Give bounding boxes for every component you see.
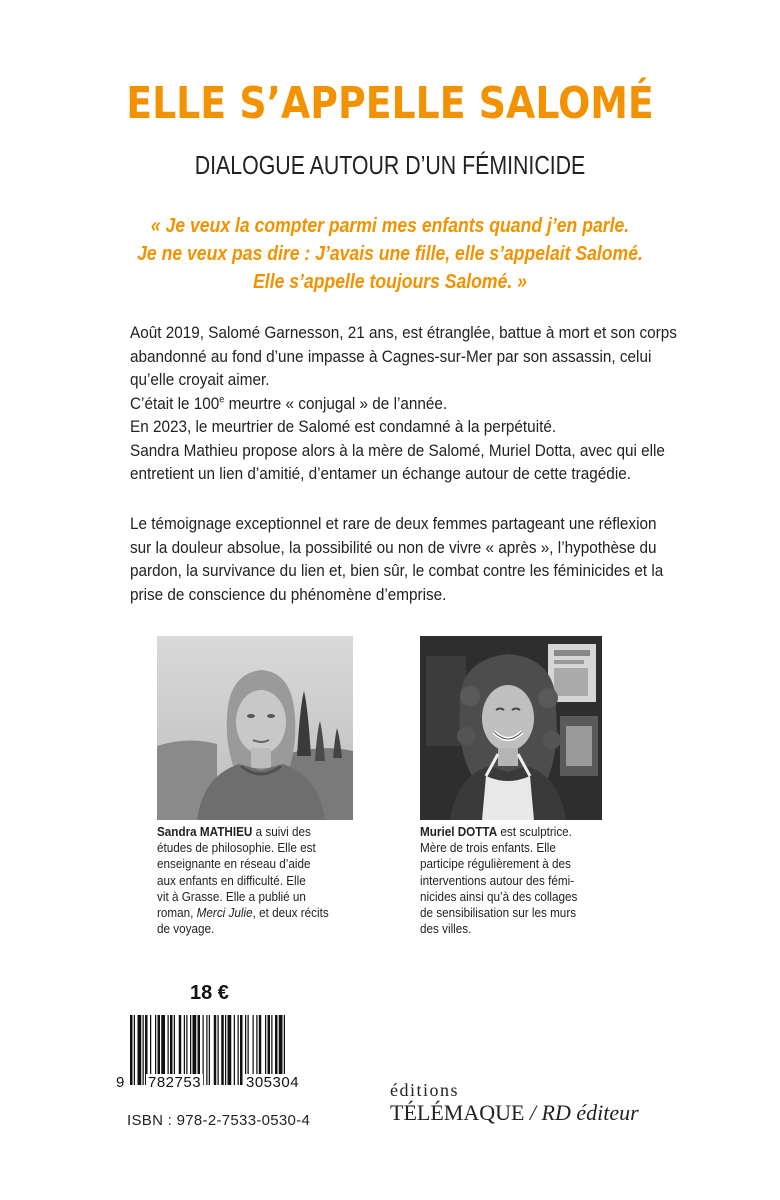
text-line: entretient un lien d’amitié, d’entamer un échange autour de cette tragédie. — [130, 464, 631, 483]
author-name — [157, 824, 252, 839]
author-photo-sandra — [157, 636, 353, 820]
author-photo-muriel — [420, 636, 602, 820]
bio-line: Mère de trois enfants. Elle — [420, 840, 556, 856]
barcode-bar — [228, 1015, 232, 1085]
barcode-bar — [225, 1015, 226, 1085]
bio-line — [157, 905, 337, 921]
book-subtitle: DIALOGUE AUTOUR D’UN FÉMINICIDE — [194, 150, 586, 180]
summary-paragraph-1 — [130, 321, 690, 486]
bio-line: aux enfants en difficulté. Elle — [157, 872, 306, 888]
text-line: pardon, la survivance du lien et, bien sûr, le combat contre les féminicides et la — [130, 561, 664, 580]
book-reference: Merci Julie — [196, 905, 253, 921]
barcode-digits-right: 305304 — [246, 1074, 300, 1091]
author-last-name: DOTTA — [457, 824, 498, 839]
barcode-bar — [206, 1015, 207, 1085]
bio-line: nicides ainsi qu’à des collages — [420, 888, 578, 904]
bio-line: enseignante en réseau d’aide — [157, 856, 311, 872]
author-first-name: Sandra — [157, 824, 197, 839]
bio-text: a suivi des — [252, 824, 311, 839]
text-fragment: C’était le 100 — [130, 393, 220, 413]
quote-line: Je ne veux pas dire : J’avais une fille, elle s’appelait Salomé. — [137, 243, 643, 265]
barcode-bar — [138, 1015, 142, 1085]
barcode-bar — [221, 1015, 224, 1085]
publisher-editions-label: éditions — [390, 1080, 459, 1100]
bio-text: , et deux récits — [252, 905, 329, 921]
quote-line: Elle s’appelle toujours Salomé. » — [253, 271, 527, 293]
text-line: En 2023, le meurtrier de Salomé est condamné à la perpétuité. — [130, 417, 557, 436]
barcode-digit-prefix: 9 — [116, 1074, 125, 1091]
barcode-bar — [143, 1015, 144, 1085]
barcode-bar — [214, 1015, 217, 1085]
author-name — [420, 824, 497, 839]
barcode-bar — [134, 1015, 135, 1085]
bio-line: de sensibilisation sur les murs — [420, 905, 577, 921]
text-line: abandonné au fond d’une impasse à Cagnes-sur-Mer par son assassin, celui — [130, 346, 652, 366]
bio-line: vit à Grasse. Elle a publié un — [157, 888, 306, 904]
bio-line: études de philosophie. Elle est — [157, 840, 316, 856]
text-line: Le témoignage exceptionnel et rare de deux femmes partageant une réflexion — [130, 514, 657, 533]
book-title: ELLE S’APPELLE SALOMÉ — [126, 78, 654, 129]
barcode-bar — [218, 1015, 219, 1085]
text-line: Août 2019, Salomé Garnesson, 21 ans, est étranglée, battue à mort et son corps — [130, 323, 677, 342]
barcode-digits-left: 782753 — [148, 1074, 202, 1091]
bio-text: roman, — [157, 905, 197, 921]
barcode-bar — [209, 1015, 210, 1085]
text-fragment: meurtre « conjugal » de l’année. — [224, 393, 448, 413]
isbn-number: ISBN : 978-2-7533-0530-4 — [127, 1112, 311, 1129]
author-first-name: Muriel — [420, 824, 455, 839]
text-line: sur la douleur absolue, la possibilité ou non de vivre « après », l’hypothèse du — [130, 537, 657, 557]
bio-line — [157, 824, 337, 840]
barcode-bar — [238, 1015, 239, 1085]
author-last-name: MATHIEU — [199, 824, 253, 839]
pull-quote — [100, 212, 681, 296]
barcode-bar — [234, 1015, 235, 1085]
author-bio-muriel — [420, 824, 610, 937]
price-label: 18 € — [190, 982, 229, 1004]
publisher-logo — [390, 1100, 639, 1126]
barcode-bar — [130, 1015, 133, 1085]
publisher-name: TÉLÉMAQUE — [390, 1100, 525, 1125]
publisher-partner: RD éditeur — [541, 1100, 639, 1125]
barcode-bar — [240, 1015, 243, 1085]
quote-line: « Je veux la compter parmi mes enfants quand j’en parle. — [150, 215, 630, 237]
bio-line: participe régulièrement à des — [420, 856, 571, 872]
author-bio-sandra — [157, 824, 357, 937]
bio-line — [420, 824, 591, 840]
summary-paragraph-2 — [130, 512, 690, 606]
publisher-separator: / — [524, 1100, 542, 1125]
text-line: prise de conscience du phénomène d’emprise. — [130, 584, 447, 604]
bio-line: des villes. — [420, 921, 472, 937]
bio-text: est sculptrice. — [497, 824, 572, 839]
ordinal-superscript: e — [219, 393, 225, 405]
bio-line: de voyage. — [157, 921, 215, 937]
text-line — [130, 392, 634, 416]
text-line: Sandra Mathieu propose alors à la mère de Salomé, Muriel Dotta, avec qui elle — [130, 440, 665, 460]
text-line: qu’elle croyait aimer. — [130, 370, 270, 389]
bio-line: interventions autour des fémi- — [420, 872, 575, 888]
